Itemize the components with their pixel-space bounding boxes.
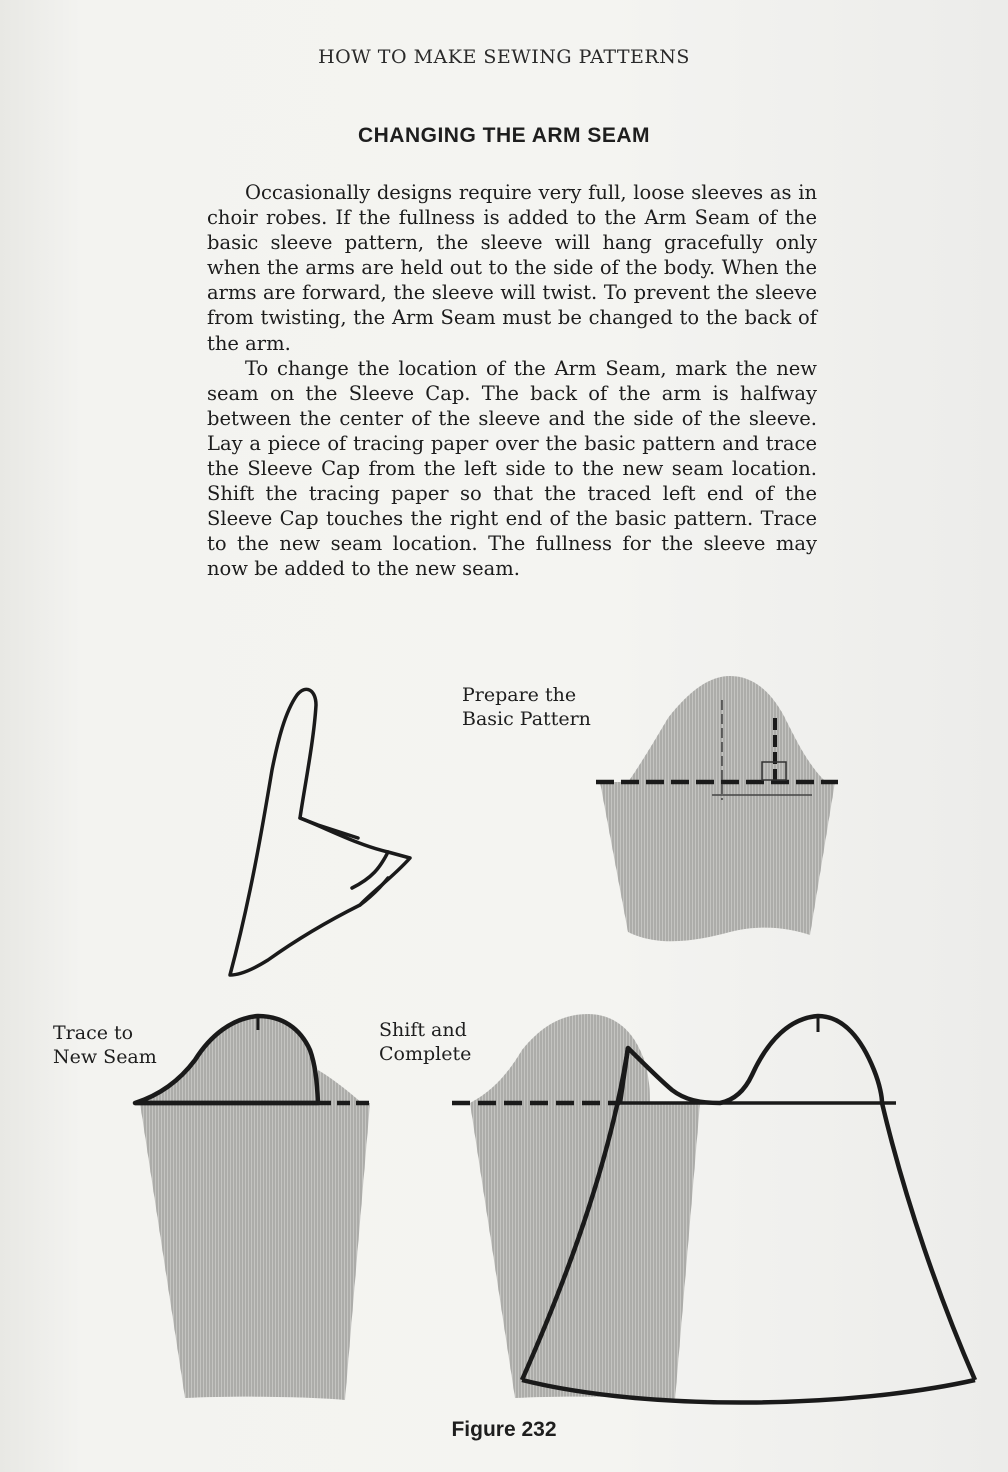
section-title: CHANGING THE ARM SEAM [357,124,651,147]
label-prepare-line-2: Basic Pattern [462,708,591,730]
running-head: HOW TO MAKE SEWING PATTERNS [318,46,690,68]
label-shift-line-1: Shift and [379,1019,467,1041]
label-trace-to-new-seam [53,1021,157,1069]
label-shift-and-complete [379,1018,471,1066]
arm-hand-drawing [230,689,410,975]
label-prepare-basic-pattern [462,683,591,731]
label-prepare-line-1: Prepare the [462,684,577,706]
label-trace-line-1: Trace to [53,1022,134,1044]
paragraph-1: Occasionally designs require very full, loose sleeves as in choir robes. If the fullness is added to the Arm Seam of the basic sleeve pattern, the sleeve will hang gracefully only when the arms are held out to the side of the body. When the arms are forward, the sleeve will twist. To prevent the sleeve from twisting, the Arm Seam must be changed to the back of the arm. [207,181,817,355]
basic-sleeve-pattern [596,676,838,941]
label-trace-line-2: New Seam [53,1046,157,1068]
label-shift-line-2: Complete [379,1043,472,1065]
paragraph-2: To change the location of the Arm Seam, mark the new seam on the Sleeve Cap. The back of the arm is halfway between the center of the sleeve and the side of the sleeve. Lay a piece of tracing paper over the basic pattern and trace the Sleeve Cap from the left side to the new seam location. Shift the tracing paper so that the traced left end of the Sleeve Cap touches the right end of the basic pattern. Trace to the new seam location. The fullness for the sleeve may now be added to the new seam. [207,356,817,581]
shift-and-complete-pattern [452,1014,975,1403]
trace-to-new-seam-pattern [135,1016,372,1400]
figure-caption: Figure 232 [451,1418,557,1441]
